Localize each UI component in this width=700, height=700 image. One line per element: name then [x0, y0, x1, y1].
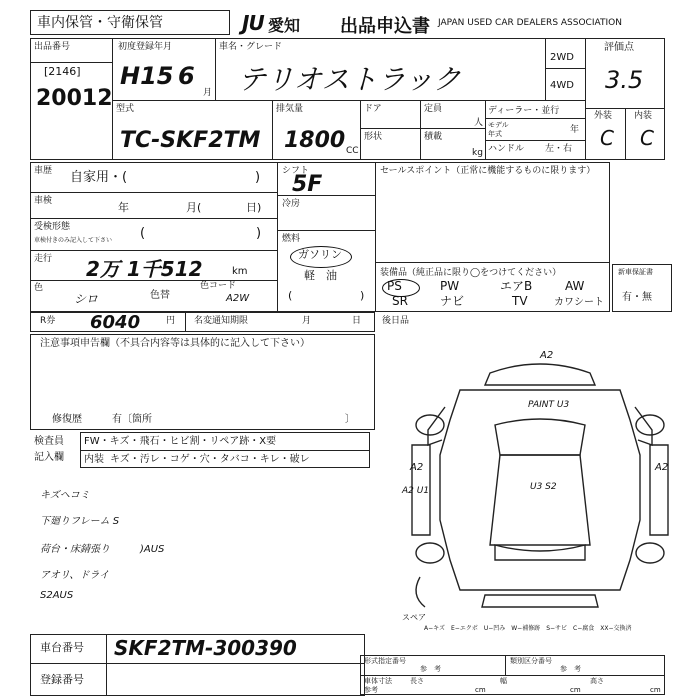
receive-close: ): [256, 226, 262, 241]
month-unit: 月: [203, 88, 213, 98]
lot-label: 出品番号: [34, 42, 71, 52]
exterior-label: 外装: [594, 111, 613, 121]
exterior-value: C: [600, 126, 614, 150]
diag-front: A2: [540, 350, 554, 361]
receive-open: (: [140, 226, 146, 241]
reg-label: 登録番号: [40, 673, 84, 686]
shape-label: 形状: [364, 132, 383, 142]
type-value: TC-SKF2TM: [120, 128, 261, 153]
handle-value: 左・右: [545, 144, 573, 154]
storage-box: [30, 10, 230, 35]
notice-day: 日: [352, 316, 362, 326]
drive-4wd: 4WD: [550, 80, 574, 91]
lot-bracket: [2146]: [44, 65, 81, 78]
equip-tv: TV: [512, 294, 528, 308]
note-5: アオリ、ドライ: [40, 570, 110, 581]
ticket-label: R券: [40, 316, 56, 326]
history-label: 車歴: [34, 166, 53, 176]
interior-value: C: [640, 126, 654, 150]
equip-navi: ナビ: [440, 294, 465, 308]
spec-unit-1: cm: [475, 686, 486, 694]
fuel-gas: ガソリン: [298, 248, 342, 261]
inspection-label: 車検: [34, 196, 53, 206]
year-unit: 年: [570, 125, 580, 135]
spec-r2b: 長さ: [410, 677, 424, 685]
equipment-label: 装備品（純正品に限り◯をつけてください）: [380, 268, 562, 278]
capacity-label: 定員: [424, 104, 443, 114]
displacement-label: 排気量: [276, 104, 304, 114]
fuel-label: 燃料: [282, 234, 301, 244]
receive-note: 車検付きのみ記入して下さい: [34, 237, 113, 244]
diag-spare: スペア: [402, 613, 426, 622]
spec-unit-2: cm: [570, 686, 581, 694]
inspection-year: 年: [118, 201, 129, 214]
history-value: 自家用・(: [70, 170, 128, 185]
first-reg-month: 6: [178, 62, 195, 90]
load-label: 積載: [424, 132, 443, 142]
later-label: 後日品: [382, 316, 410, 326]
lot-number: 20012: [36, 86, 113, 111]
load-unit: kg: [472, 148, 483, 158]
diag-left: A2: [410, 462, 424, 473]
storage-title: 車内保管・守衛保管: [37, 15, 163, 31]
note-3: 荷台・床錆張り: [40, 544, 110, 555]
mileage-unit: km: [232, 266, 248, 277]
first-reg-label: 初度登録年月: [118, 42, 173, 52]
spec-r1c: 類別区分番号: [510, 657, 552, 665]
note-6: S2AUS: [40, 590, 74, 601]
fuel-diesel: 軽 油: [304, 269, 337, 282]
inspector-label-2: 記入欄: [34, 452, 64, 463]
warranty-label: 新車保証書: [618, 268, 653, 276]
model-year-label2: 年式: [488, 130, 502, 138]
notice-label: 名変通知期限: [194, 316, 249, 326]
diag-legend: A−キズ E−エクボ U−凹み W−補修跡 S−サビ C−腐食 XX−交換済: [424, 625, 632, 632]
first-reg-year: H15: [120, 62, 174, 90]
ac-label: 冷房: [282, 199, 301, 209]
mileage-label: 走行: [34, 254, 53, 264]
shift-value: 5F: [292, 172, 323, 197]
ju-logo: JU: [242, 11, 264, 35]
spec-r2c: 幅: [500, 677, 507, 685]
cc-unit: CC: [346, 146, 359, 156]
color-value: シロ: [74, 292, 99, 306]
spec-r1a: 形式指定番号: [364, 657, 406, 665]
chassis-value: SKF2TM-300390: [114, 636, 297, 660]
door-label: ドア: [364, 104, 382, 114]
color-label: 色: [34, 283, 44, 293]
english-title: JAPAN USED CAR DEALERS ASSOCIATION: [438, 18, 622, 28]
grade-label: 評価点: [604, 42, 634, 53]
inspector-row-1: FW・キズ・飛石・ヒビ割・リペア跡・X要: [84, 436, 277, 447]
chassis-label: 車台番号: [40, 641, 84, 654]
equip-sr: SR: [392, 294, 408, 308]
drive-2wd: 2WD: [550, 52, 574, 63]
capacity-unit: 人: [474, 118, 484, 128]
inspector-row-2: キズ・汚レ・コゲ・穴・タバコ・キレ・破レ: [110, 454, 310, 465]
color-change-label: 色替: [150, 290, 170, 301]
sales-point-label: セールスポイント（正常に機能するものに限ります）: [380, 166, 596, 176]
receive-label: 受検形態: [34, 222, 71, 232]
note-2: 下廻りフレーム S: [40, 516, 120, 527]
equip-aw: AW: [565, 279, 585, 293]
diag-bed: U3 S2: [530, 482, 557, 492]
spec-r2a: 車体寸法: [364, 677, 392, 685]
inspector-label-1: 検査員: [34, 436, 64, 447]
repair-label: 修復歴: [52, 414, 82, 425]
yen-unit: 円: [166, 316, 176, 326]
repair-value: 有〔箇所: [112, 414, 152, 425]
displacement-value: 1800: [284, 128, 346, 153]
note-4: )AUS: [140, 544, 165, 555]
spec-r1d: 参 考: [560, 665, 581, 673]
spec-r1b: 参 考: [420, 665, 441, 673]
interior-label: 内装: [634, 111, 653, 121]
ticket-value: 6040: [90, 312, 141, 333]
equip-airbag: エアB: [500, 279, 533, 293]
diag-right: A2: [655, 462, 669, 473]
model-value: テリオストラック: [238, 63, 461, 96]
notice-month: 月: [302, 316, 312, 326]
spec-unit-3: cm: [650, 686, 661, 694]
handle-label: ハンドル: [488, 144, 525, 154]
fuel-open: (: [288, 289, 293, 302]
equip-pw: PW: [440, 279, 460, 293]
type-label: 型式: [116, 104, 135, 114]
note-1: キズヘコミ: [40, 490, 90, 501]
inspector-row-2-label: 内装: [84, 454, 104, 465]
spec-ref: 参考: [364, 686, 378, 694]
equip-seat: カワシート: [554, 297, 604, 308]
dealer-label: ディーラー・並行: [488, 106, 560, 116]
model-label: 車名・グレード: [219, 42, 283, 52]
mileage-value: 2万 1千512: [86, 257, 203, 281]
history-close: ): [255, 170, 261, 185]
color-code-value: A2W: [226, 293, 250, 304]
spec-r2d: 高さ: [590, 677, 604, 685]
grade-value: 3.5: [605, 66, 644, 94]
shift-label: シフト: [282, 166, 310, 176]
warranty-value: 有・無: [622, 292, 652, 303]
inspection-month: 月(: [186, 201, 202, 214]
color-code-label: 色コード: [200, 281, 237, 291]
diag-hood: PAINT U3: [528, 400, 570, 410]
model-year-label: モデル: [488, 121, 509, 129]
remarks-title: 注意事項申告欄（不具合内容等は具体的に記入して下さい）: [40, 338, 310, 349]
repair-close: 〕: [345, 414, 355, 425]
main-title: 出品申込書: [340, 16, 430, 37]
brand-name: 愛知: [268, 16, 301, 35]
fuel-close: ): [360, 289, 365, 302]
equip-ps: PS: [387, 279, 402, 293]
diag-left-rear: A2 U1: [402, 486, 430, 496]
inspection-day: 日): [246, 201, 262, 214]
